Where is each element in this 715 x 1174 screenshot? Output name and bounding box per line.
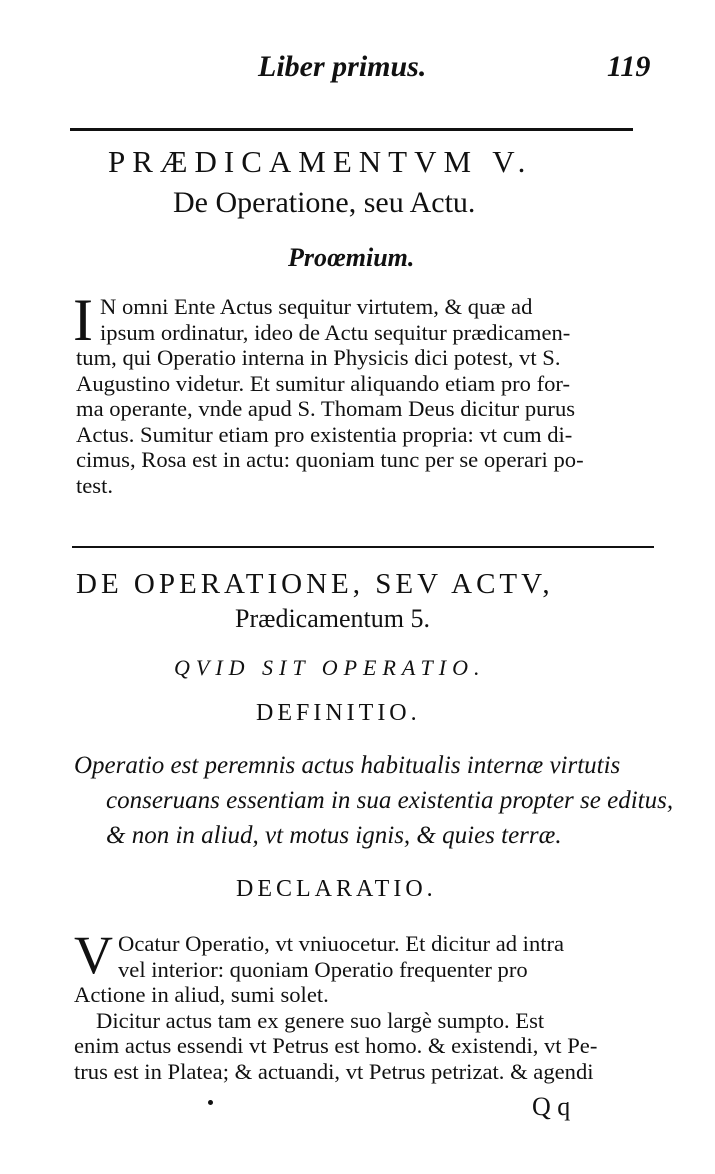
definitio-label: DEFINITIO. (256, 700, 421, 726)
header-rule (70, 128, 633, 131)
definition-line: Operatio est peremnis actus habitualis internæ virtutis (74, 752, 621, 779)
question-heading: QVID SIT OPERATIO. (174, 655, 486, 680)
declaratio-paragraph (74, 931, 664, 1084)
chapter-heading: PRÆDICAMENTVM V. (108, 144, 533, 179)
section-subheading: Prædicamentum 5. (235, 604, 430, 633)
declaratio-line: Ocatur Operatio, vt vniuocetur. Et dicitur ad intra (118, 931, 565, 956)
proem-line: Actus. Sumitur etiam pro existentia propria: vt cum di- (76, 421, 573, 447)
declaratio-line: Dicitur actus tam ex genere suo largè sumpto. Est (96, 1007, 545, 1033)
definition-line: conseruans essentiam in sua existentia propter se editus, (106, 787, 674, 814)
declaratio-line: Actione in aliud, sumi solet. (74, 982, 329, 1007)
proem-line: test. (76, 472, 114, 498)
declaratio-line: enim actus essendi vt Petrus est homo. & existendi, vt Pe- (74, 1033, 598, 1058)
proem-line: ipsum ordinatur, ideo de Actu sequitur prædicamen- (100, 319, 571, 345)
proem-line: N omni Ente Actus sequitur virtutem, & quæ ad (100, 294, 533, 319)
running-header-title: Liber primus. (258, 50, 427, 83)
page-number: 119 (607, 50, 651, 83)
declaratio-line: trus est in Platea; & actuandi, vt Petrus petrizat. & agendi (74, 1058, 594, 1084)
declaratio-line: vel interior: quoniam Operatio frequenter pro (118, 956, 528, 982)
proem-paragraph (76, 294, 651, 498)
definition-text (74, 748, 673, 853)
section-rule (72, 546, 654, 548)
proem-line: tum, qui Operatio interna in Physicis dici potest, vt S. (76, 345, 561, 370)
proem-line: Augustino videtur. Et sumitur aliquando etiam pro for- (76, 370, 571, 396)
proem-title: Proœmium. (288, 243, 415, 272)
declaratio-dropcap: V (74, 925, 113, 985)
proem-dropcap: I (73, 287, 93, 353)
chapter-subtitle: De Operatione, seu Actu. (173, 186, 476, 219)
definition-line: & non in aliud, vt motus ignis, & quies terræ. (106, 822, 562, 849)
declaratio-label: DECLARATIO. (236, 876, 437, 902)
section-heading: DE OPERATIONE, SEV ACTV, (76, 568, 554, 600)
signature-mark: Q q (532, 1092, 571, 1121)
printer-dot (208, 1100, 213, 1105)
proem-line: ma operante, vnde apud S. Thomam Deus dicitur purus (76, 396, 576, 421)
proem-line: cimus, Rosa est in actu: quoniam tunc per se operari po- (76, 447, 584, 472)
